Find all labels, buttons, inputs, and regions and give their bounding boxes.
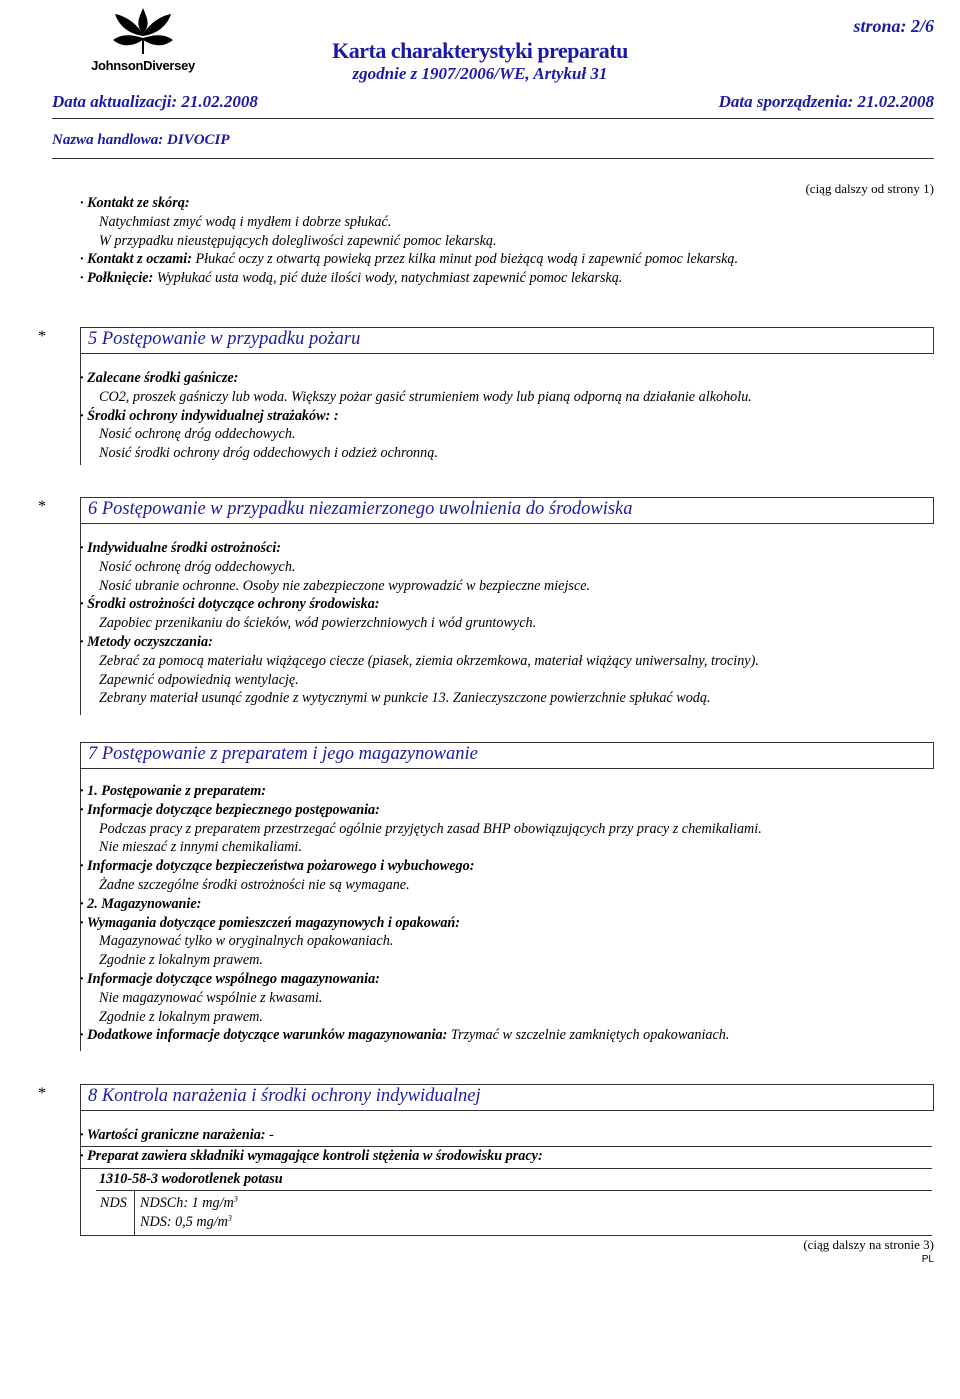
header-divider	[52, 118, 934, 119]
cleanup-text-1: Zebrać za pomocą materiału wiążącego ciecze (piasek, ziemia okrzemkowa, materiał wiążący uniwersalny, trociny).	[99, 652, 759, 669]
environment-text: Zapobiec przenikaniu do ścieków, wód powierzchniowych i wód gruntowych.	[99, 615, 537, 632]
storage-requirements-text-2: Zgodnie z lokalnym prawem.	[99, 952, 263, 969]
cleanup-label: · Metody oczyszczania:	[80, 633, 213, 650]
safe-handling-text-2: Nie mieszać z innymi chemikaliami.	[99, 839, 302, 856]
revision-star: *	[38, 328, 46, 345]
exposure-limits-value: -	[265, 1127, 274, 1143]
eye-contact-text: Płukać oczy z otwartą powieką przez kilka minut pod bieżącą wodą i zapewnić pomoc lekarską.	[191, 251, 739, 268]
continued-from: (ciąg dalszy od strony 1)	[805, 181, 934, 196]
skin-contact-text-1: Natychmiast zmyć wodą i mydłem i dobrze spłukać.	[99, 213, 392, 230]
joint-storage-text-2: Zgodnie z lokalnym prawem.	[99, 1008, 263, 1025]
section-8-header	[80, 1084, 934, 1111]
fire-safety-text: Żadne szczególne środki ostrożności nie są wymagane.	[99, 876, 410, 893]
revision-star: *	[38, 1085, 46, 1102]
language-code: PL	[921, 1254, 934, 1265]
preparation-date: Data sporządzenia: 21.02.2008	[718, 92, 934, 111]
joint-storage-label: · Informacje dotyczące wspólnego magazynowania:	[80, 970, 380, 987]
nds-unit-exponent: 3	[227, 1213, 232, 1223]
exposure-limits-label: · Wartości graniczne narażenia:	[80, 1127, 266, 1143]
section-6-title: 6 Postępowanie w przypadku niezamierzonego uwolnienia do środowiska	[88, 499, 633, 519]
first-aid-continued	[80, 194, 940, 288]
components-block	[80, 1147, 940, 1166]
section-5-body	[80, 369, 940, 463]
firefighter-text-2: Nosić środki ochrony dróg oddechowych i odzież ochronną.	[99, 445, 438, 462]
extinguishing-text: CO2, proszek gaśniczy lub woda. Większy pożar gasić strumieniem wody lub pianą odporną na działanie alkoholu.	[99, 388, 752, 405]
nds-values	[140, 1194, 500, 1232]
component-name: 1310-58-3 wodorotlenek potasu	[99, 1171, 283, 1187]
personal-precautions-text-1: Nosić ochronę dróg oddechowych.	[99, 558, 296, 575]
fire-safety-label: · Informacje dotyczące bezpieczeństwa pożarowego i wybuchowego:	[80, 858, 475, 875]
section-5-header	[80, 327, 934, 354]
safe-handling-label: · Informacje dotyczące bezpiecznego postępowania:	[80, 801, 380, 818]
section-7-header	[80, 742, 934, 769]
extinguishing-label: · Zalecane środki gaśnicze:	[80, 370, 239, 386]
section-8-bottom	[80, 1235, 932, 1236]
ndsch-unit-exponent: 3	[233, 1194, 238, 1204]
header-divider-2	[52, 158, 934, 159]
personal-precautions-label: · Indywidualne środki ostrożności:	[80, 540, 282, 556]
cleanup-text-2: Zapewnić odpowiednią wentylację.	[99, 671, 299, 688]
revision-star: *	[38, 498, 46, 515]
table-divider	[80, 1168, 932, 1169]
update-date: Data aktualizacji: 21.02.2008	[52, 92, 258, 111]
ndsch-value: NDSCh: 1 mg/m	[140, 1195, 234, 1211]
swallow-text: Wypłukać usta wodą, pić duże ilości wody, natychmiast zapewnić pomoc lekarską.	[153, 270, 623, 287]
storage-requirements-label: · Wymagania dotyczące pomieszczeń magazynowych i opakowań:	[80, 914, 461, 931]
storage-requirements-text-1: Magazynować tylko w oryginalnych opakowaniach.	[99, 933, 394, 950]
nds-label: NDS	[100, 1195, 127, 1211]
section-8-body	[80, 1126, 940, 1145]
storage-label: · 2. Magazynowanie:	[80, 895, 202, 912]
storage-conditions-label: · Dodatkowe informacje dotyczące warunków magazynowania:	[80, 1027, 448, 1044]
cleanup-text-3: Zebrany materiał usunąć zgodnie z wytycznymi w punkcie 13. Zanieczyszczone powierzchnie spłukać wodą.	[99, 690, 711, 707]
personal-precautions-text-2: Nosić ubranie ochronne. Osoby nie zabezpieczone wyprowadzić w bezpieczne miejsce.	[99, 577, 591, 594]
safe-handling-text-1: Podczas pracy z preparatem przestrzegać ogólnie przyjętych zasad BHP obowiązujących przy pracy z chemikaliami.	[99, 820, 762, 837]
document-title: Karta charakterystyki preparatu	[332, 38, 628, 63]
document-subtitle: zgodnie z 1907/2006/WE, Artykuł 31	[352, 64, 608, 83]
trade-name: Nazwa handlowa: DIVOCIP	[52, 132, 230, 148]
firefighter-label: · Środki ochrony indywidualnej strażaków: :	[80, 407, 339, 424]
section-7-title: 7 Postępowanie z preparatem i jego magazynowanie	[88, 744, 478, 764]
table-divider	[96, 1190, 932, 1191]
joint-storage-text-1: Nie magazynować wspólnie z kwasami.	[99, 989, 323, 1006]
environment-label: · Środki ostrożności dotyczące ochrony środowiska:	[80, 596, 380, 613]
section-7-body	[80, 782, 940, 1045]
page-number: strona: 2/6	[853, 16, 934, 36]
section-6-body	[80, 539, 940, 708]
section-5-title: 5 Postępowanie w przypadku pożaru	[88, 329, 361, 349]
component-row	[80, 1170, 940, 1189]
components-label: · Preparat zawiera składniki wymagające kontroli stężenia w środowisku pracy:	[80, 1148, 543, 1164]
logo-text: JohnsonDiversey	[91, 58, 195, 73]
firefighter-text-1: Nosić ochronę dróg oddechowych.	[99, 426, 296, 443]
handling-label: · 1. Postępowanie z preparatem:	[80, 783, 267, 799]
table-column-rule	[134, 1191, 135, 1235]
section-8-title: 8 Kontrola narażenia i środki ochrony indywidualnej	[88, 1086, 481, 1106]
storage-conditions-text: Trzymać w szczelnie zamkniętych opakowaniach.	[447, 1027, 730, 1044]
swallow-label: · Połknięcie:	[80, 270, 154, 287]
eye-contact-label: · Kontakt z oczami:	[80, 251, 192, 268]
skin-contact-text-2: W przypadku nieustępujących dolegliwości zapewnić pomoc lekarską.	[99, 232, 497, 249]
section-6-header	[80, 497, 934, 524]
continued-to: (ciąg dalszy na stronie 3)	[803, 1237, 934, 1252]
skin-contact-label: · Kontakt ze skórą:	[80, 195, 190, 211]
nds-value: NDS: 0,5 mg/m	[140, 1213, 228, 1230]
